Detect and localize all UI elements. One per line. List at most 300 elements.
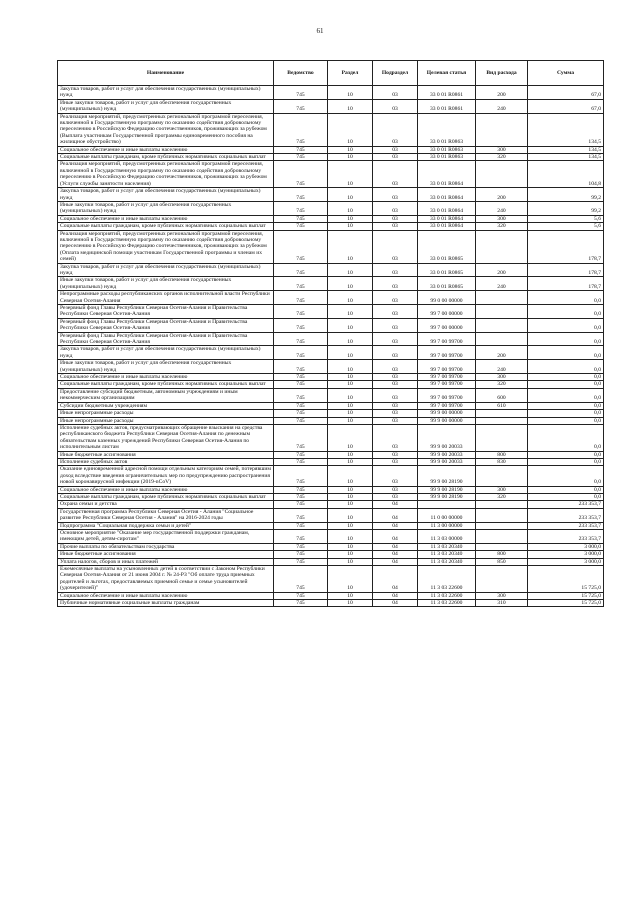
cell-statya: 99 9 00 00000 (418, 410, 476, 417)
cell-razdel: 10 (328, 566, 373, 593)
cell-razdel: 10 (328, 522, 373, 529)
cell-vid: 240 (476, 277, 528, 291)
cell-podrazdel: 03 (373, 291, 418, 305)
cell-name: Уплата налогов, сборов и иных платежей (58, 558, 274, 565)
cell-vid (476, 522, 528, 529)
table-body (58, 86, 604, 607)
cell-podrazdel: 03 (373, 146, 418, 153)
cell-name: Иные бюджетные ассигнования (58, 551, 274, 558)
cell-name: Субсидии бюджетным учреждениям (58, 402, 274, 409)
cell-podrazdel: 04 (373, 551, 418, 558)
cell-name: Резервный фонд Главы Республики Северная Осетия-Алания и Правительства Республики Северная Осетия-Алания (58, 318, 274, 332)
cell-ved: 745 (274, 161, 328, 188)
cell-name: Резервный фонд Главы Республики Северная Осетия-Алания и Правительства Республики Северная Осетия-Алания (58, 305, 274, 319)
cell-vid (476, 410, 528, 417)
cell-statya: 99 7 00 99700 (418, 388, 476, 402)
cell-name: Исполнение судебных актов, предусматривающих обращение взыскания на средства республиканского бюджета Республики Северная Осетия-Алания по денежным обязательствам казенных учреждений Республики Северная Осетия-Алания по исполнительным листам (58, 424, 274, 451)
cell-summa: 3 000,0 (528, 543, 604, 550)
header-razdel: Раздел (328, 61, 373, 86)
cell-summa: 67,0 (528, 86, 604, 100)
cell-razdel: 10 (328, 99, 373, 113)
cell-summa: 178,7 (528, 277, 604, 291)
cell-name: Публичные нормативные социальные выплаты гражданам (58, 600, 274, 607)
cell-summa: 15 725,0 (528, 592, 604, 599)
cell-ved: 745 (274, 318, 328, 332)
cell-ved: 745 (274, 113, 328, 146)
table-row (58, 402, 604, 409)
cell-summa: 15 725,0 (528, 600, 604, 607)
cell-summa: 67,0 (528, 99, 604, 113)
cell-summa: 5,6 (528, 215, 604, 222)
cell-ved: 745 (274, 188, 328, 202)
cell-podrazdel: 03 (373, 277, 418, 291)
cell-vid (476, 566, 528, 593)
cell-razdel: 10 (328, 486, 373, 493)
cell-razdel: 10 (328, 410, 373, 417)
cell-vid (476, 230, 528, 263)
table-row (58, 466, 604, 486)
cell-summa: 104,8 (528, 161, 604, 188)
cell-ved: 745 (274, 346, 328, 360)
cell-summa: 0,0 (528, 332, 604, 346)
cell-name: Прочие выплаты по обязательствам государства (58, 543, 274, 550)
cell-summa: 0,0 (528, 360, 604, 374)
table-row (58, 558, 604, 565)
cell-razdel: 10 (328, 458, 373, 465)
cell-razdel: 10 (328, 263, 373, 277)
table-row (58, 305, 604, 319)
cell-summa: 178,7 (528, 263, 604, 277)
cell-razdel: 10 (328, 508, 373, 522)
cell-statya (418, 501, 476, 508)
cell-ved: 745 (274, 466, 328, 486)
table-row (58, 388, 604, 402)
cell-podrazdel: 03 (373, 154, 418, 161)
cell-statya: 11 3 03 20340 (418, 543, 476, 550)
cell-podrazdel: 03 (373, 99, 418, 113)
cell-razdel: 10 (328, 161, 373, 188)
cell-vid: 200 (476, 188, 528, 202)
cell-razdel: 10 (328, 223, 373, 230)
cell-statya: 33 0 01 R0865 (418, 230, 476, 263)
cell-razdel: 10 (328, 113, 373, 146)
cell-summa: 0,0 (528, 381, 604, 388)
cell-summa: 15 725,0 (528, 566, 604, 593)
cell-podrazdel: 03 (373, 451, 418, 458)
table-row (58, 493, 604, 500)
cell-vid: 300 (476, 486, 528, 493)
cell-summa: 233 353,7 (528, 508, 604, 522)
cell-vid: 300 (476, 215, 528, 222)
cell-statya: 11 3 03 20340 (418, 558, 476, 565)
cell-vid: 240 (476, 201, 528, 215)
cell-ved: 745 (274, 99, 328, 113)
cell-podrazdel: 03 (373, 305, 418, 319)
cell-statya: 33 0 01 R0861 (418, 99, 476, 113)
cell-statya: 99 9 00 28190 (418, 486, 476, 493)
cell-ved: 745 (274, 424, 328, 451)
cell-ved: 745 (274, 291, 328, 305)
cell-statya: 11 3 03 00000 (418, 530, 476, 544)
cell-ved: 745 (274, 543, 328, 550)
cell-razdel: 10 (328, 493, 373, 500)
cell-statya: 99 7 00 99700 (418, 374, 476, 381)
table-row (58, 113, 604, 146)
cell-ved: 745 (274, 388, 328, 402)
cell-podrazdel: 03 (373, 346, 418, 360)
table-row (58, 551, 604, 558)
cell-statya: 33 0 01 R0865 (418, 277, 476, 291)
cell-name: Иные закупки товаров, работ и услуг для обеспечения государственных (муниципальных) нужд (58, 201, 274, 215)
cell-statya: 33 0 01 R0863 (418, 113, 476, 146)
cell-name: Социальное обеспечение и иные выплаты населению (58, 374, 274, 381)
cell-vid (476, 501, 528, 508)
cell-ved: 745 (274, 508, 328, 522)
cell-vid (476, 291, 528, 305)
cell-podrazdel: 03 (373, 188, 418, 202)
cell-podrazdel: 03 (373, 360, 418, 374)
cell-summa: 99,2 (528, 201, 604, 215)
cell-summa: 233 353,7 (528, 501, 604, 508)
table-row (58, 161, 604, 188)
cell-name: Иные закупки товаров, работ и услуг для обеспечения государственных (муниципальных) нужд (58, 277, 274, 291)
cell-name: Охрана семьи и детства (58, 501, 274, 508)
cell-vid (476, 318, 528, 332)
cell-summa: 0,0 (528, 388, 604, 402)
cell-razdel: 10 (328, 154, 373, 161)
table-header-row (58, 61, 604, 86)
cell-vid: 320 (476, 223, 528, 230)
cell-name: Реализация мероприятий, предусмотренных региональной программой переселения, включенной в Государственную программу по оказанию содействия добровольному переселению в Российскую Федерацию соотечественников, проживающих за рубежом (Выплата участникам Государственной программы единовременного пособия на жилищное обустройство) (58, 113, 274, 146)
cell-summa: 233 353,7 (528, 522, 604, 529)
cell-name: Социальное обеспечение и иные выплаты населению (58, 146, 274, 153)
cell-ved: 745 (274, 522, 328, 529)
cell-ved: 745 (274, 458, 328, 465)
cell-razdel: 10 (328, 530, 373, 544)
cell-podrazdel: 04 (373, 566, 418, 593)
table-row (58, 486, 604, 493)
cell-podrazdel: 04 (373, 530, 418, 544)
cell-statya: 33 0 01 R0861 (418, 86, 476, 100)
cell-name: Иные закупки товаров, работ и услуг для обеспечения государственных (муниципальных) нужд (58, 99, 274, 113)
cell-vid: 300 (476, 592, 528, 599)
cell-statya: 11 0 00 00000 (418, 508, 476, 522)
cell-ved: 745 (274, 530, 328, 544)
cell-razdel: 10 (328, 466, 373, 486)
cell-razdel: 10 (328, 277, 373, 291)
cell-ved: 745 (274, 417, 328, 424)
cell-statya: 11 3 03 20340 (418, 551, 476, 558)
table-row (58, 99, 604, 113)
cell-summa: 0,0 (528, 424, 604, 451)
page-number: 61 (316, 27, 324, 35)
cell-podrazdel: 04 (373, 592, 418, 599)
cell-ved: 745 (274, 146, 328, 153)
cell-summa: 3 000,0 (528, 551, 604, 558)
cell-vid: 850 (476, 558, 528, 565)
table-row (58, 374, 604, 381)
cell-podrazdel: 04 (373, 501, 418, 508)
cell-vid (476, 161, 528, 188)
cell-vid (476, 530, 528, 544)
cell-name: Иные закупки товаров, работ и услуг для обеспечения государственных (муниципальных) нужд (58, 360, 274, 374)
cell-vid (476, 332, 528, 346)
cell-ved: 745 (274, 600, 328, 607)
cell-name: Закупка товаров, работ и услуг для обеспечения государственных (муниципальных) нужд (58, 263, 274, 277)
cell-name: Ежемесячные выплаты на усыновленных детей в соответствии с Законом Республики Северная Осетия-Алания от 21 июня 2004 г. № 24-РЗ "Об оплате труда приемных родителей и льготах, предоставляемых приемной семье и семье усыновителей (удочерителей)" (58, 566, 274, 593)
cell-name: Государственная программа Республики Северная Осетия - Алания "Социальное развитие Республики Северная Осетия - Алания" на 2016-2024 годы (58, 508, 274, 522)
cell-statya: 99 9 00 20033 (418, 458, 476, 465)
cell-statya: 33 0 01 R0863 (418, 154, 476, 161)
cell-razdel: 10 (328, 188, 373, 202)
table-row (58, 424, 604, 451)
table-row (58, 522, 604, 529)
cell-podrazdel: 03 (373, 332, 418, 346)
cell-summa: 3 000,0 (528, 558, 604, 565)
header-podrazdel: Подраздел (373, 61, 418, 86)
cell-ved: 745 (274, 277, 328, 291)
table-row (58, 592, 604, 599)
table-row (58, 600, 604, 607)
cell-summa: 0,0 (528, 318, 604, 332)
cell-summa: 0,0 (528, 451, 604, 458)
cell-podrazdel: 03 (373, 223, 418, 230)
cell-razdel: 10 (328, 215, 373, 222)
cell-summa: 0,0 (528, 305, 604, 319)
cell-statya: 33 0 01 R0864 (418, 223, 476, 230)
table-row (58, 215, 604, 222)
cell-vid (476, 424, 528, 451)
cell-summa: 5,6 (528, 223, 604, 230)
cell-razdel: 10 (328, 558, 373, 565)
cell-ved: 745 (274, 558, 328, 565)
cell-podrazdel: 03 (373, 417, 418, 424)
cell-summa: 0,0 (528, 417, 604, 424)
cell-summa: 0,0 (528, 402, 604, 409)
cell-podrazdel: 03 (373, 381, 418, 388)
table-row (58, 146, 604, 153)
cell-statya: 33 0 01 R0865 (418, 263, 476, 277)
cell-name: Социальные выплаты гражданам, кроме публичных нормативных социальных выплат (58, 493, 274, 500)
cell-name: Основное мероприятие "Оказание мер государственной поддержки гражданам, имеющим детей, детям-сиротам" (58, 530, 274, 544)
cell-vid: 320 (476, 381, 528, 388)
cell-podrazdel: 03 (373, 466, 418, 486)
cell-razdel: 10 (328, 291, 373, 305)
cell-vid: 240 (476, 360, 528, 374)
cell-razdel: 10 (328, 451, 373, 458)
table-row (58, 201, 604, 215)
cell-ved: 745 (274, 215, 328, 222)
cell-name: Социальное обеспечение и иные выплаты населению (58, 592, 274, 599)
cell-summa: 134,5 (528, 146, 604, 153)
cell-ved: 745 (274, 451, 328, 458)
header-ved: Ведомство (274, 61, 328, 86)
cell-summa: 0,0 (528, 291, 604, 305)
cell-statya: 99 9 00 20033 (418, 451, 476, 458)
cell-vid: 830 (476, 458, 528, 465)
cell-statya: 99 7 00 00000 (418, 318, 476, 332)
cell-razdel: 10 (328, 360, 373, 374)
cell-vid: 320 (476, 493, 528, 500)
cell-podrazdel: 03 (373, 374, 418, 381)
cell-summa: 0,0 (528, 466, 604, 486)
cell-ved: 745 (274, 154, 328, 161)
cell-statya: 33 0 01 R0864 (418, 201, 476, 215)
cell-summa: 0,0 (528, 458, 604, 465)
cell-razdel: 10 (328, 501, 373, 508)
cell-statya: 99 7 00 99700 (418, 346, 476, 360)
cell-ved: 745 (274, 374, 328, 381)
cell-summa: 0,0 (528, 493, 604, 500)
cell-name: Предоставление субсидий бюджетным, автономным учреждениям и иным некоммерческим организациям (58, 388, 274, 402)
cell-ved: 745 (274, 201, 328, 215)
cell-razdel: 10 (328, 230, 373, 263)
table-row (58, 410, 604, 417)
cell-vid: 200 (476, 263, 528, 277)
cell-razdel: 10 (328, 388, 373, 402)
header-name: Наименование (58, 61, 274, 86)
cell-ved: 745 (274, 86, 328, 100)
table-row (58, 230, 604, 263)
cell-ved: 745 (274, 592, 328, 599)
cell-ved: 745 (274, 551, 328, 558)
cell-vid: 320 (476, 154, 528, 161)
cell-podrazdel: 03 (373, 263, 418, 277)
cell-summa: 134,5 (528, 154, 604, 161)
cell-summa: 99,2 (528, 188, 604, 202)
table-row (58, 451, 604, 458)
table-row (58, 277, 604, 291)
cell-vid: 310 (476, 600, 528, 607)
cell-ved: 745 (274, 360, 328, 374)
cell-ved: 745 (274, 402, 328, 409)
cell-name: Исполнение судебных актов (58, 458, 274, 465)
cell-razdel: 10 (328, 417, 373, 424)
cell-vid: 300 (476, 374, 528, 381)
table-row (58, 263, 604, 277)
cell-podrazdel: 03 (373, 113, 418, 146)
cell-podrazdel: 03 (373, 458, 418, 465)
cell-vid: 200 (476, 86, 528, 100)
cell-name: Реализация мероприятий, предусмотренных региональной программой переселения, включенной в Государственную программу по оказанию содействия добровольному переселению в Российскую Федерацию соотечественников, проживающих за рубежом (Оплата медицинской помощи участникам Государственной программы и членам их семей) (58, 230, 274, 263)
cell-name: Резервный фонд Главы Республики Северная Осетия-Алания и Правительства Республики Северная Осетия-Алания (58, 332, 274, 346)
cell-statya: 99 9 00 00000 (418, 417, 476, 424)
table-row (58, 566, 604, 593)
cell-podrazdel: 03 (373, 318, 418, 332)
cell-ved: 745 (274, 493, 328, 500)
cell-razdel: 10 (328, 332, 373, 346)
cell-statya: 33 0 01 R0863 (418, 146, 476, 153)
cell-podrazdel: 03 (373, 388, 418, 402)
cell-podrazdel: 04 (373, 508, 418, 522)
cell-name: Закупка товаров, работ и услуг для обеспечения государственных (муниципальных) нужд (58, 86, 274, 100)
cell-razdel: 10 (328, 201, 373, 215)
cell-name: Социальные выплаты гражданам, кроме публичных нормативных социальных выплат (58, 154, 274, 161)
cell-summa: 0,0 (528, 486, 604, 493)
cell-razdel: 10 (328, 381, 373, 388)
cell-podrazdel: 03 (373, 230, 418, 263)
cell-name: Социальные выплаты гражданам, кроме публичных нормативных социальных выплат (58, 381, 274, 388)
cell-ved: 745 (274, 223, 328, 230)
cell-statya: 11 3 03 22600 (418, 592, 476, 599)
cell-vid (476, 113, 528, 146)
header-summa: Сумма (528, 61, 604, 86)
cell-name: Иные непрограммные расходы (58, 410, 274, 417)
cell-vid: 200 (476, 346, 528, 360)
cell-vid: 800 (476, 551, 528, 558)
table-row (58, 458, 604, 465)
cell-statya: 33 0 01 R0864 (418, 215, 476, 222)
cell-ved: 745 (274, 230, 328, 263)
cell-vid (476, 305, 528, 319)
cell-statya: 11 3 03 22600 (418, 566, 476, 593)
table-row (58, 360, 604, 374)
cell-ved: 745 (274, 501, 328, 508)
cell-podrazdel: 03 (373, 402, 418, 409)
cell-podrazdel: 04 (373, 600, 418, 607)
table-row (58, 332, 604, 346)
cell-statya: 33 0 01 R0864 (418, 188, 476, 202)
cell-podrazdel: 03 (373, 486, 418, 493)
cell-vid: 240 (476, 99, 528, 113)
cell-summa: 178,7 (528, 230, 604, 263)
cell-razdel: 10 (328, 402, 373, 409)
cell-ved: 745 (274, 486, 328, 493)
cell-razdel: 10 (328, 374, 373, 381)
cell-vid (476, 466, 528, 486)
cell-razdel: 10 (328, 146, 373, 153)
cell-vid (476, 508, 528, 522)
header-statya: Целевая статья (418, 61, 476, 86)
cell-summa: 0,0 (528, 346, 604, 360)
cell-summa: 0,0 (528, 410, 604, 417)
cell-podrazdel: 03 (373, 215, 418, 222)
cell-name: Иные непрограммные расходы (58, 417, 274, 424)
cell-statya: 99 9 00 28190 (418, 493, 476, 500)
cell-ved: 745 (274, 332, 328, 346)
cell-statya: 11 3 03 22600 (418, 600, 476, 607)
cell-name: Иные бюджетные ассигнования (58, 451, 274, 458)
cell-razdel: 10 (328, 86, 373, 100)
cell-summa: 233 353,7 (528, 530, 604, 544)
table-row (58, 508, 604, 522)
cell-vid: 800 (476, 451, 528, 458)
table-row (58, 381, 604, 388)
cell-statya: 99 7 00 99700 (418, 360, 476, 374)
cell-name: Социальное обеспечение и иные выплаты населению (58, 486, 274, 493)
cell-statya: 99 7 00 99700 (418, 402, 476, 409)
cell-vid: 600 (476, 388, 528, 402)
table-row (58, 543, 604, 550)
cell-vid: 300 (476, 146, 528, 153)
cell-name: Социальные выплаты гражданам, кроме публичных нормативных социальных выплат (58, 223, 274, 230)
cell-podrazdel: 03 (373, 424, 418, 451)
cell-razdel: 10 (328, 318, 373, 332)
cell-podrazdel: 03 (373, 86, 418, 100)
cell-ved: 745 (274, 410, 328, 417)
cell-razdel: 10 (328, 424, 373, 451)
cell-ved: 745 (274, 305, 328, 319)
cell-podrazdel: 03 (373, 410, 418, 417)
table-row (58, 291, 604, 305)
header-vid: Вид расхода (476, 61, 528, 86)
cell-ved: 745 (274, 381, 328, 388)
cell-summa: 134,5 (528, 113, 604, 146)
cell-razdel: 10 (328, 305, 373, 319)
table-row (58, 530, 604, 544)
cell-name: Закупка товаров, работ и услуг для обеспечения государственных (муниципальных) нужд (58, 346, 274, 360)
cell-vid (476, 417, 528, 424)
